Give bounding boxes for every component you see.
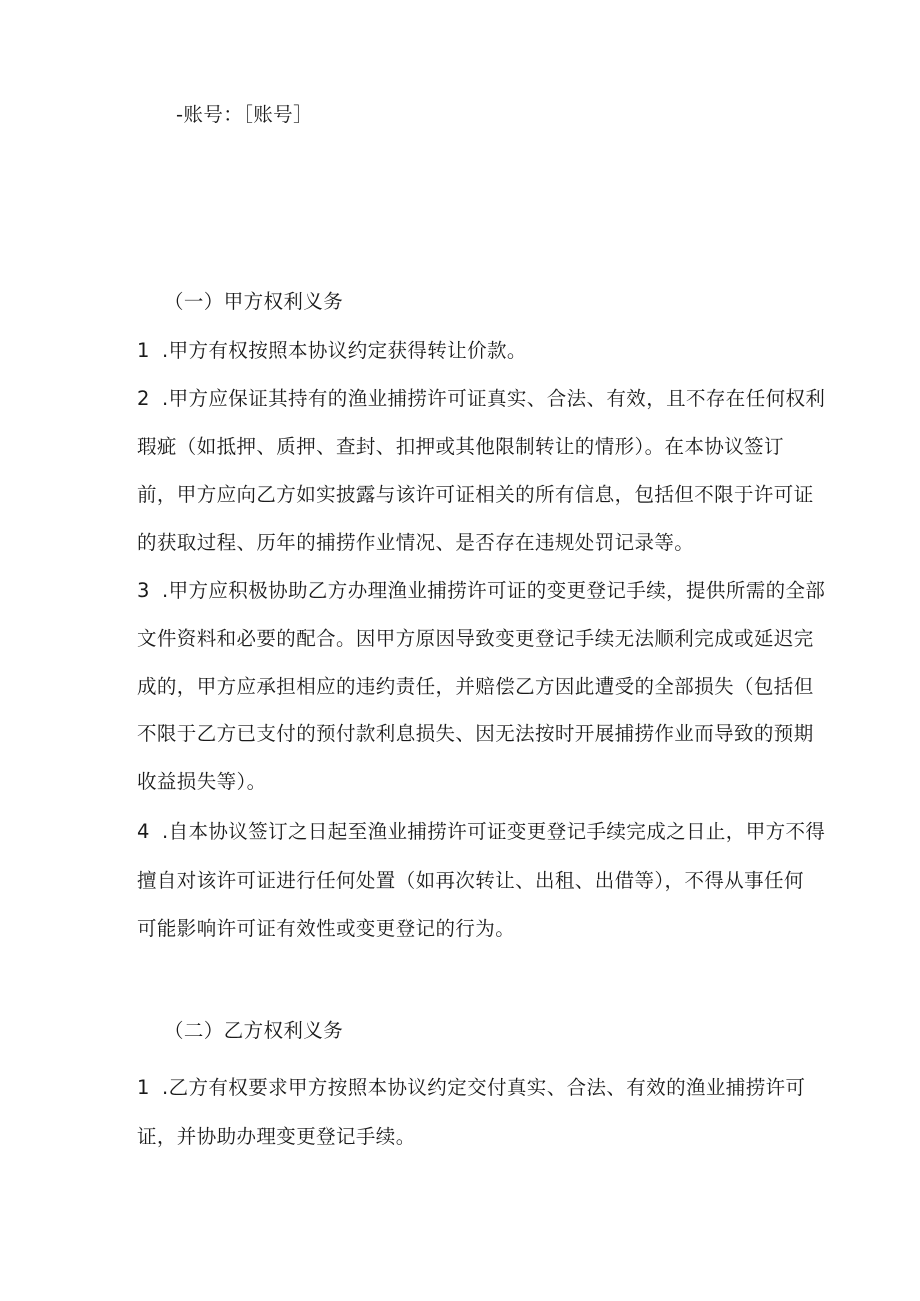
clause-a3-line-5: 收益损失等）。 <box>137 770 267 793</box>
clause-a4-line-2: 擅自对该许可证进行任何处置（如再次转让、出租、出借等），不得从事任何 <box>137 869 804 892</box>
clause-a3-line-4: 不限于乙方已支付的预付款利息损失、因无法按时开展捕捞作业而导致的预期 <box>137 722 814 745</box>
clause-number: 1 <box>137 339 150 362</box>
clause-text: .自本协议签订之日起至渔业捕捞许可证变更登记手续完成之日止，甲方不得 <box>162 820 826 843</box>
section-heading-party-b: （二）乙方权利义务 <box>164 1019 344 1042</box>
clause-a2-line-4: 的获取过程、历年的捕捞作业情况、是否存在违规处罚记录等。 <box>137 531 695 554</box>
clause-number: 1 <box>137 1076 150 1099</box>
account-line: -账号：［账号］ <box>176 103 313 126</box>
clause-a4-line-1 <box>137 820 825 844</box>
clause-a2-line-2: 瑕疵（如抵押、质押、查封、扣押或其他限制转让的情形）。在本协议签订 <box>137 435 784 458</box>
clause-text: .甲方应积极协助乙方办理渔业捕捞许可证的变更登记手续，提供所需的全部 <box>162 579 826 602</box>
clause-text: .甲方应保证其持有的渔业捕捞许可证真实、合法、有效，且不存在任何权利 <box>162 387 826 410</box>
clause-a2-line-3: 前，甲方应向乙方如实披露与该许可证相关的所有信息，包括但不限于许可证 <box>137 483 814 506</box>
clause-b1-line-2: 证，并协助办理变更登记手续。 <box>137 1125 416 1148</box>
clause-a4-line-3: 可能影响许可证有效性或变更登记的行为。 <box>137 917 516 940</box>
clause-a3-line-1 <box>137 579 825 603</box>
clause-a2-line-1 <box>137 387 825 411</box>
clause-text: .甲方有权按照本协议约定获得转让价款。 <box>162 339 527 362</box>
clause-b1-line-1 <box>137 1076 805 1100</box>
clause-number: 4 <box>137 820 150 843</box>
clause-a3-line-2: 文件资料和必要的配合。因甲方原因导致变更登记手续无法顺利完成或延迟完 <box>137 627 814 650</box>
clause-a1-line-1 <box>137 339 527 363</box>
clause-text: .乙方有权要求甲方按照本协议约定交付真实、合法、有效的渔业捕捞许可 <box>162 1076 806 1099</box>
section-heading-party-a: （一）甲方权利义务 <box>164 290 344 313</box>
clause-number: 3 <box>137 579 150 602</box>
clause-a3-line-3: 成的，甲方应承担相应的违约责任，并赔偿乙方因此遭受的全部损失（包括但 <box>137 675 814 698</box>
clause-number: 2 <box>137 387 150 410</box>
